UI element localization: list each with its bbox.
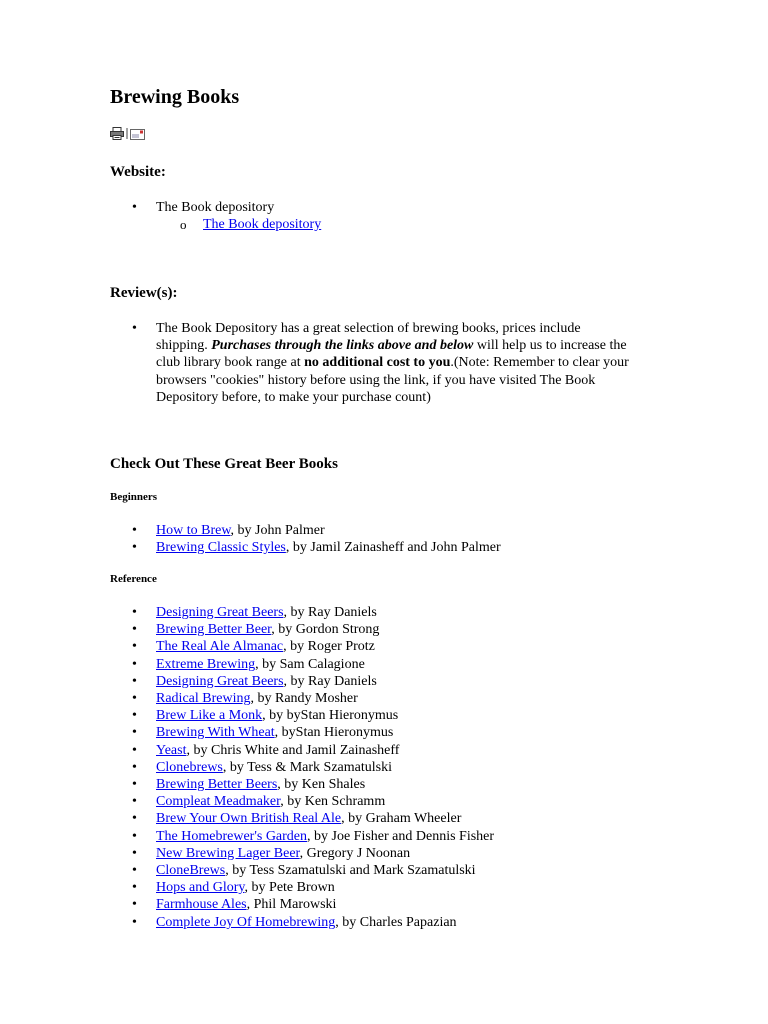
- review-emphasis: Purchases through the links above and below: [211, 338, 474, 354]
- book-author: , by Joe Fisher and Dennis Fisher: [307, 828, 495, 844]
- books-heading: Check Out These Great Beer Books: [110, 456, 338, 472]
- beginners-list: [110, 522, 670, 556]
- list-item: [110, 320, 630, 406]
- book-link[interactable]: Brewing Classic Styles: [156, 540, 286, 556]
- list-item: [110, 216, 670, 233]
- book-author: , by Sam Calagione: [255, 656, 365, 672]
- list-item: [110, 522, 670, 539]
- book-author: , by John Palmer: [230, 523, 325, 538]
- book-author: , by Gordon Strong: [271, 622, 380, 638]
- list-item: [110, 604, 670, 621]
- book-author: , by Ken Shales: [277, 777, 366, 793]
- website-heading: Website:: [110, 164, 166, 180]
- list-item: [110, 828, 670, 845]
- separator-icon: [126, 127, 128, 145]
- book-link[interactable]: Designing Great Beers: [156, 605, 284, 620]
- list-item: [110, 896, 670, 913]
- book-link[interactable]: CloneBrews: [156, 863, 226, 879]
- book-link[interactable]: Brewing Better Beer: [156, 622, 272, 638]
- book-author: , by Chris White and Jamil Zainasheff: [186, 742, 400, 758]
- list-item: [110, 707, 670, 724]
- book-link[interactable]: New Brewing Lager Beer: [156, 845, 300, 861]
- page-title: Brewing Books: [110, 86, 240, 108]
- list-item: [110, 776, 670, 793]
- list-item: [110, 879, 670, 896]
- reviews-heading: Review(s):: [110, 285, 178, 301]
- book-link[interactable]: Compleat Meadmaker: [156, 794, 281, 810]
- review-text-2: will help us to increase the club library book range at: [156, 338, 627, 371]
- list-item: [110, 742, 670, 759]
- list-item: [110, 673, 670, 690]
- book-link[interactable]: Brewing Better Beers: [156, 777, 278, 793]
- book-author: , by Charles Papazian: [335, 914, 457, 930]
- list-item: [110, 724, 670, 741]
- book-author: , by Ray Daniels: [283, 673, 377, 689]
- list-item: [110, 638, 670, 655]
- list-item: [110, 656, 670, 673]
- book-depository-link[interactable]: The Book depository: [203, 217, 322, 233]
- website-sublist: [110, 216, 670, 233]
- book-author: , byStan Hieronymus: [274, 725, 394, 741]
- book-author: , by Tess & Mark Szamatulski: [222, 759, 392, 775]
- list-item: [110, 793, 670, 810]
- book-author: , by Ray Daniels: [283, 605, 377, 620]
- book-author: , by Randy Mosher: [250, 691, 358, 707]
- book-author: , by Graham Wheeler: [341, 811, 462, 827]
- book-link[interactable]: Extreme Brewing: [156, 656, 256, 672]
- list-item: [110, 199, 670, 233]
- book-link[interactable]: The Homebrewer's Garden: [156, 828, 308, 844]
- printer-icon[interactable]: [110, 127, 124, 145]
- book-link[interactable]: Designing Great Beers: [156, 673, 284, 689]
- list-item: [110, 810, 670, 827]
- beginners-heading: Beginners: [110, 491, 158, 503]
- list-item: [110, 914, 670, 931]
- list-item: [110, 862, 670, 879]
- list-item: [110, 690, 670, 707]
- book-author: , Phil Marowski: [246, 897, 337, 913]
- book-link[interactable]: Brew Your Own British Real Ale: [156, 811, 342, 827]
- book-author: , by Jamil Zainasheff and John Palmer: [285, 540, 501, 556]
- book-link[interactable]: Clonebrews: [156, 759, 223, 775]
- review-text-1: The Book Depository has a great selection of brewing books, prices include shipping.: [156, 321, 581, 354]
- book-author: , by byStan Hieronymus: [262, 708, 399, 724]
- list-item: [110, 759, 670, 776]
- book-link[interactable]: Brewing With Wheat: [156, 725, 275, 741]
- book-link[interactable]: Radical Brewing: [156, 691, 251, 707]
- reviews-list: [110, 320, 630, 406]
- book-author: , by Roger Protz: [283, 639, 375, 655]
- list-item: [110, 845, 670, 862]
- book-link[interactable]: Hops and Glory: [156, 880, 245, 896]
- book-link[interactable]: Complete Joy Of Homebrewing: [156, 914, 336, 930]
- book-author: , by Ken Schramm: [280, 794, 386, 810]
- book-link[interactable]: Farmhouse Ales: [156, 897, 247, 913]
- book-author: , by Pete Brown: [244, 880, 335, 896]
- list-item: [110, 539, 670, 556]
- book-author: , Gregory J Noonan: [299, 845, 411, 861]
- website-list: [110, 199, 670, 233]
- list-item: [110, 621, 670, 638]
- review-text-3: .(Note: Remember to clear your browsers "cookies" history before using the link, if you have visited The Book Depository before, to make your purchase count): [156, 355, 629, 405]
- book-link[interactable]: Brew Like a Monk: [156, 708, 263, 724]
- book-author: , by Tess Szamatulski and Mark Szamatulski: [225, 863, 476, 879]
- review-strong: no additional cost to you: [304, 355, 451, 371]
- website-item-text: The Book depository: [156, 200, 275, 215]
- reference-heading: Reference: [110, 573, 157, 585]
- book-link[interactable]: Yeast: [156, 742, 187, 758]
- action-icons: [110, 128, 145, 144]
- email-icon[interactable]: [130, 127, 145, 145]
- reference-list: [110, 604, 670, 931]
- book-link[interactable]: How to Brew: [156, 523, 231, 538]
- book-link[interactable]: The Real Ale Almanac: [156, 639, 284, 655]
